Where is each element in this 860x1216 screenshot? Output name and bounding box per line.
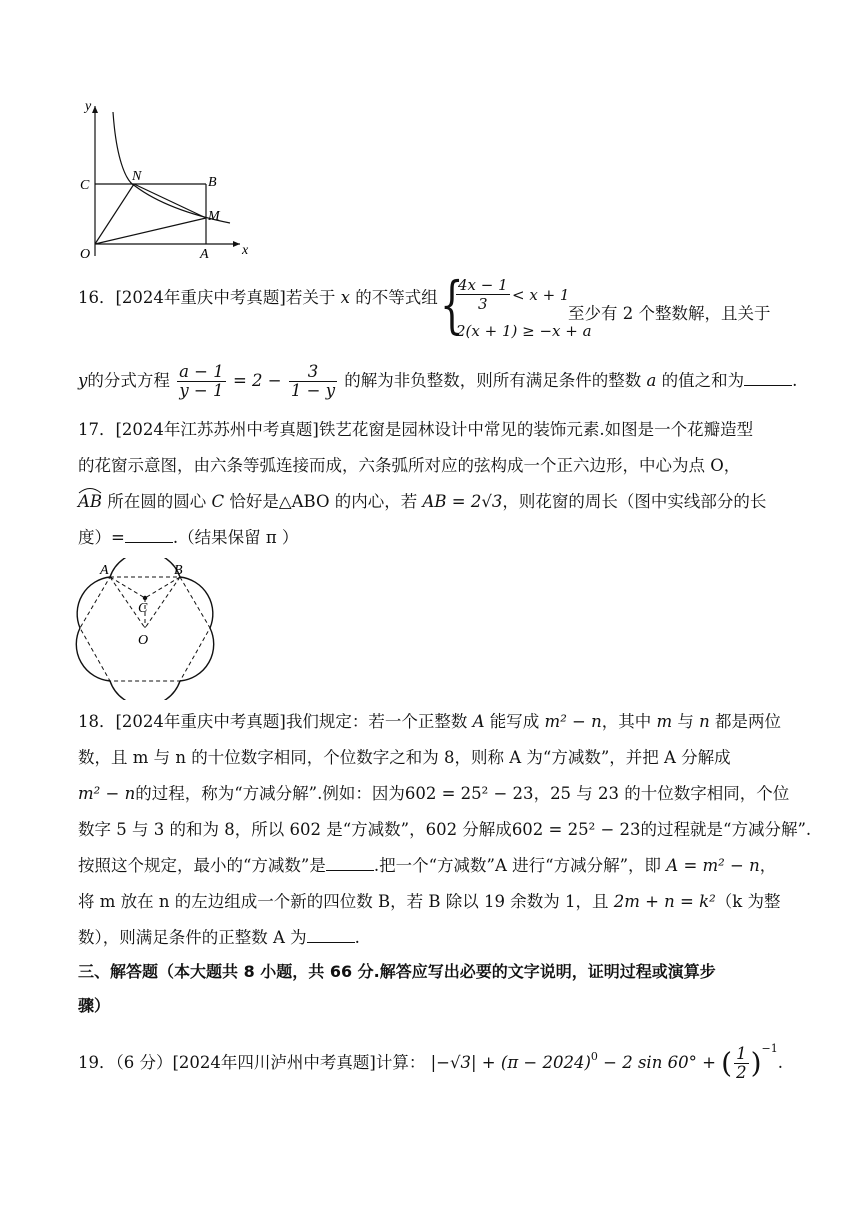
question-17-line-4: 度）= .（结果保留 π ） <box>78 528 299 547</box>
answer-blank <box>744 371 792 386</box>
label-y: y <box>85 99 92 114</box>
section-3-heading-line-1: 三、解答题（本大题共 8 小题，共 66 分.解答应写出必要的文字说明，证明过程或演算步 <box>78 962 716 981</box>
label-C: C <box>80 178 90 193</box>
flower-label-C: C <box>138 601 148 616</box>
question-18-line-2: 数，且 m 与 n 的十位数字相同，个位数字之和为 8，则称 A 为“方减数”，并把 A 分解成 <box>78 748 731 767</box>
flower-label-B: B <box>174 563 183 578</box>
question-17-line-2: 的花窗示意图，由六条等弧连接而成，六条弧所对应的弦构成一个正六边形，中心为点 O， <box>78 456 741 475</box>
label-M: M <box>208 209 220 224</box>
flower-label-O: O <box>138 633 149 648</box>
question-18-line-4: 数字 5 与 3 的和为 8，所以 602 是“方减数”，602 分解成602 = 25² − 23的过程就是“方减分解”. <box>78 820 812 839</box>
question-16-line-1: 16．[2024年重庆中考真题]若关于 x 的不等式组 <box>78 288 438 307</box>
brace: { <box>440 268 464 341</box>
question-19: 19．（6 分）[2024年四川泸州中考真题]计算： $|-√3| + (\pi - 2024)^0 - 2$ sin 60° + ( $\frac{1}{2}$ )$^{-1}$. <box>78 1042 783 1082</box>
label-x: x <box>242 243 249 258</box>
question-18-line-1: 18．[2024年重庆中考真题]我们规定：若一个正整数 A 能写成 m² − n，其中 m 与 n 都是两位 <box>78 712 782 731</box>
section-3-heading-line-2: 骤） <box>78 996 111 1015</box>
label-A: A <box>200 247 209 262</box>
hyperbola-rectangle-figure <box>70 96 260 266</box>
flower-label-A: A <box>100 563 109 578</box>
label-B: B <box>208 175 217 190</box>
flower-window-figure <box>74 558 216 700</box>
answer-blank <box>125 528 173 543</box>
answer-blank <box>326 856 374 871</box>
inequality-system: { $\frac{4x - 1}{3}$ < x + 1 2(x + 1) ≥ −x + a <box>440 268 592 341</box>
question-18-line-7: 数），则满足条件的正整数 A 为 . <box>78 928 360 947</box>
question-17-line-3: AB 所在圆的圆心 C 恰好是△ABO 的内心，若 AB = 2√3，则花窗的周长（图中实线部分的长 <box>78 492 766 512</box>
question-18-line-6: 将 m 放在 n 的左边组成一个新的四位数 B，若 B 除以 19 余数为 1，且 2m + n = k²（k 为整 <box>78 892 781 911</box>
arc-ab: AB <box>78 492 102 511</box>
question-18-line-3: m² − n的过程，称为“方减分解”.例如：因为602 = 25² − 23，25 与 23 的十位数字相同，个位 <box>78 784 790 803</box>
question-16-line-1-end: 至少有 2 个整数解，且关于 <box>568 304 771 323</box>
question-18-line-5: 按照这个规定，最小的“方减数”是 .把一个“方减数”A 进行“方减分解”，即 A = m² − n， <box>78 856 777 875</box>
label-N: N <box>132 169 142 184</box>
question-16-line-2: y的分式方程 $\frac{a - 1}{y - 1}$ = 2 − $\frac{3}{1 - y}$ 的解为非负整数，则所有满足条件的整数 a 的值之和为 . <box>78 362 798 400</box>
answer-blank <box>307 928 355 943</box>
question-17-line-1: 17．[2024年江苏苏州中考真题]铁艺花窗是园林设计中常见的装饰元素.如图是一个花瓣造型 <box>78 420 754 439</box>
label-O: O <box>80 247 91 262</box>
